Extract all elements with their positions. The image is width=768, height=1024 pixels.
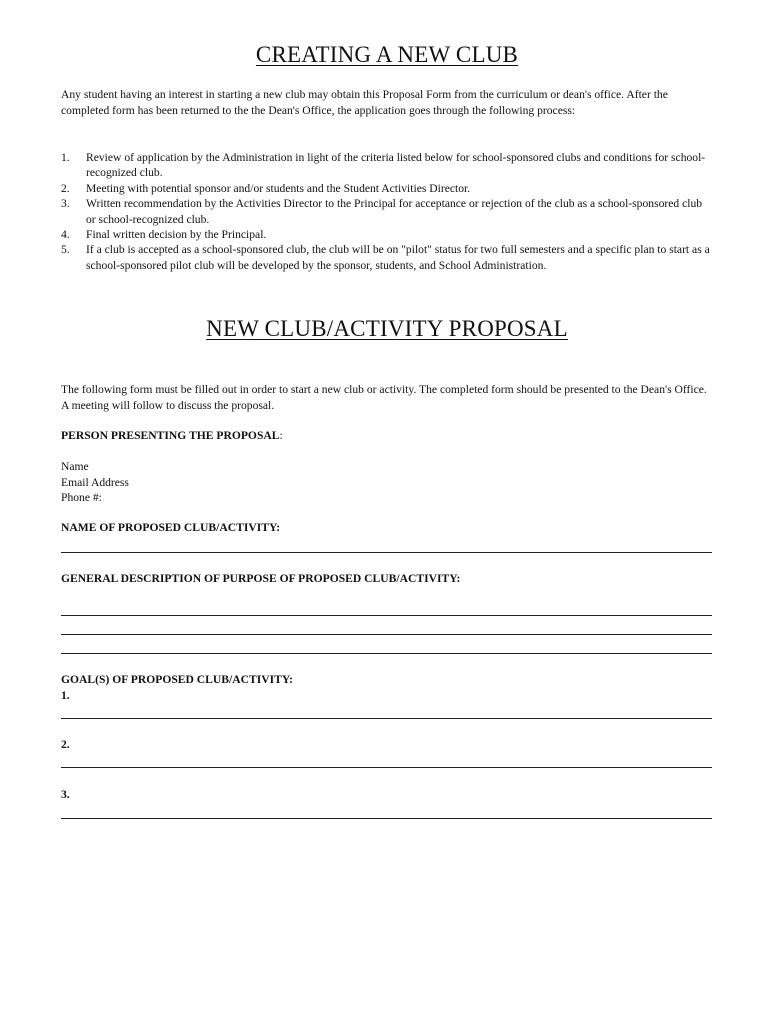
- goal-number: 1.: [61, 689, 70, 702]
- list-item-text: Review of application by the Administration in light of the criteria listed below for school-sponsored clubs and conditions for school-recognized club.: [86, 151, 706, 180]
- list-item-number: 4.: [61, 228, 70, 242]
- list-item-text: Written recommendation by the Activities Director to the Principal for acceptance or rejection of the club as a school-sponsored club or school-recognized club.: [86, 197, 703, 226]
- description-line[interactable]: [61, 634, 712, 635]
- phone-field-label: Phone #:: [61, 491, 102, 504]
- name-field-label: Name: [61, 460, 89, 473]
- proposal-intro-paragraph: The following form must be filled out in order to start a new club or activity. The completed form should be presented to the Dean's Office. A meeting will follow to discuss the proposal.: [61, 383, 707, 412]
- person-presenting-label: [61, 429, 283, 442]
- page-title: CREATING A NEW CLUB: [255, 42, 519, 67]
- list-item-text: If a club is accepted as a school-sponsored club, the club will be on "pilot" status for two full semesters and a specific plan to start as a school-sponsored pilot club will be developed by the sponsor, students, and School Administration.: [86, 243, 710, 272]
- intro-paragraph: Any student having an interest in starting a new club may obtain this Proposal Form from the curriculum or dean's office. After the completed form has been returned to the the Dean's Office, the application goes through the following process:: [61, 88, 668, 117]
- goal-line[interactable]: [61, 767, 712, 768]
- description-line[interactable]: [61, 653, 712, 654]
- goal-line[interactable]: [61, 818, 712, 819]
- list-item-number: 3.: [61, 197, 70, 211]
- list-item-number: 5.: [61, 243, 70, 257]
- list-item: [61, 242, 713, 273]
- club-name-line[interactable]: [61, 552, 712, 553]
- person-presenting-colon: :: [279, 429, 283, 442]
- proposal-title: NEW CLUB/ACTIVITY PROPOSAL: [206, 316, 568, 341]
- goal-line[interactable]: [61, 718, 712, 719]
- email-field-label: Email Address: [61, 476, 129, 489]
- description-line[interactable]: [61, 615, 712, 616]
- club-name-label: NAME OF PROPOSED CLUB/ACTIVITY:: [61, 521, 281, 534]
- description-label: GENERAL DESCRIPTION OF PURPOSE OF PROPOSED CLUB/ACTIVITY:: [61, 572, 461, 585]
- person-presenting-label-text: PERSON PRESENTING THE PROPOSAL: [61, 429, 280, 442]
- list-item: [61, 227, 713, 242]
- process-list: [61, 150, 713, 273]
- list-item-number: 2.: [61, 181, 70, 195]
- goal-number: 2.: [61, 738, 70, 751]
- goals-label: GOAL(S) OF PROPOSED CLUB/ACTIVITY:: [61, 673, 294, 686]
- list-item-text: Final written decision by the Principal.: [86, 228, 267, 242]
- list-item-number: 1.: [61, 151, 70, 164]
- list-item-text: Meeting with potential sponsor and/or students and the Student Activities Director.: [86, 181, 471, 195]
- list-item: [61, 196, 713, 227]
- goal-number: 3.: [61, 788, 70, 801]
- list-item: [61, 150, 713, 181]
- list-item: [61, 181, 713, 196]
